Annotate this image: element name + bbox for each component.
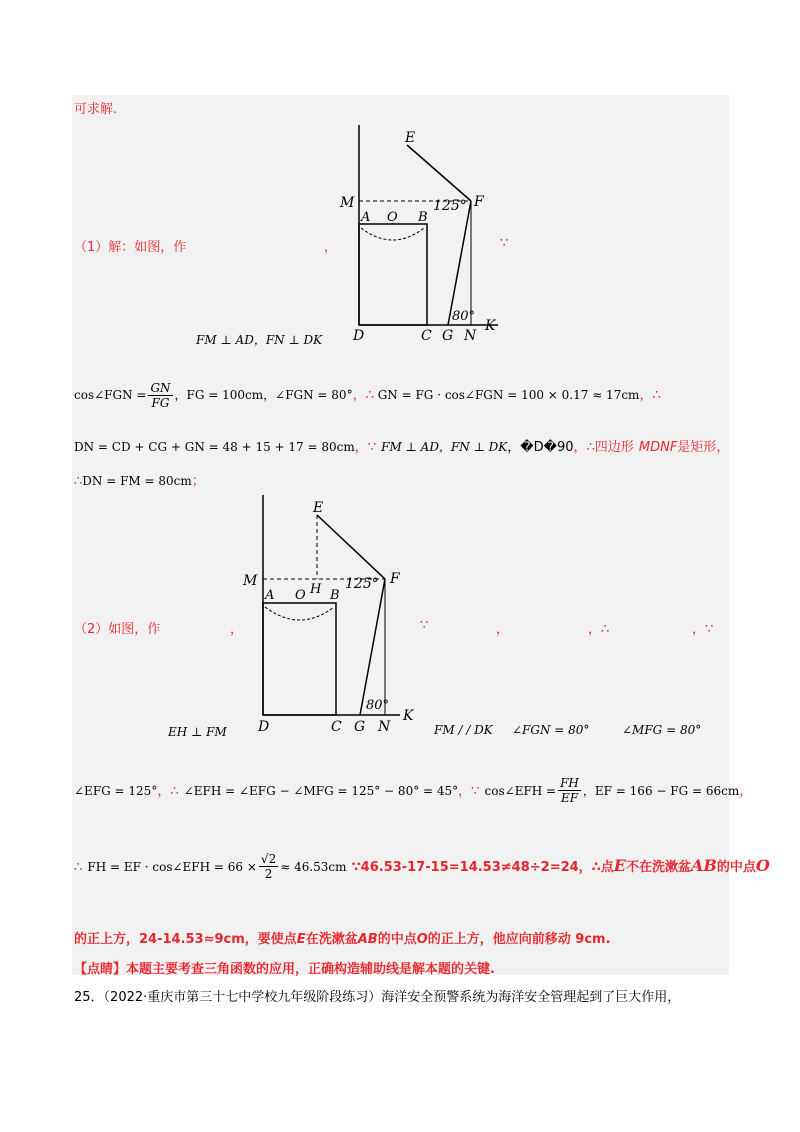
label2-G: G [354, 719, 366, 735]
part2-mfg: ∠MFG = 80° [622, 723, 702, 737]
label2-K: K [403, 708, 414, 724]
label-M: M [340, 195, 355, 211]
label2-E: E [313, 500, 324, 516]
angle2-80: 80° [366, 698, 390, 713]
part2-comma2: ， [496, 622, 510, 637]
part2-line3: 的正上方，24-14.53≈9cm，要使点E在洗漱盆AB的中点O的正上方，他应向前移动 9cm. [74, 932, 611, 947]
part2-line1: ∠EFG = 125°，∴ ∠EFH = ∠EFG − ∠MFG = 125° − 80° = 45°，∵ cos∠EFH = $\frac{FH}{EF}$ ，EF = 166 − FG = 66cm， [74, 776, 753, 805]
part2-fm-dk: FM / / DK [434, 723, 493, 737]
part2-because1: ∵ [420, 618, 429, 633]
part1-line3: ∴DN = FM = 80cm； [74, 474, 205, 489]
label2-M: M [243, 573, 258, 589]
label-O: O [387, 210, 398, 225]
diagram-part1 [330, 120, 510, 350]
label2-H: H [310, 582, 322, 597]
part2-label: （2）如图，作 [74, 622, 161, 637]
label2-D: D [258, 719, 270, 735]
label-N: N [464, 328, 477, 344]
label-G: G [442, 328, 454, 344]
angle2-125: 125° [345, 576, 379, 592]
label2-F: F [390, 571, 400, 587]
next-question: 25．（2022·重庆市第三十七中学校九年级阶段练习）海洋安全预警系统为海洋安全管理起到了巨大作用， [74, 990, 681, 1005]
label-B: B [418, 210, 428, 225]
part1-line2: DN = CD + CG + GN = 48 + 15 + 17 = 80cm，∵ FM ⊥ AD，FN ⊥ DK，�D�90，∴四边形 MDNF是矩形， [74, 440, 730, 455]
label-D: D [353, 328, 365, 344]
label2-O: O [295, 588, 306, 603]
label2-C: C [331, 719, 342, 735]
angle-80: 80° [452, 309, 476, 324]
label-K: K [485, 318, 496, 334]
label2-A: A [265, 588, 275, 603]
intro-text: 可求解. [74, 102, 118, 117]
label-F: F [474, 194, 484, 210]
part1-because: ∵ [500, 236, 509, 251]
part2-comma3: ，∵ [692, 622, 714, 637]
part2-fgn: ∠FGN = 80° [512, 723, 590, 737]
label2-B: B [330, 588, 340, 603]
part1-perp: FM ⊥ AD，FN ⊥ DK [196, 333, 323, 347]
part2-line2: ∴ FH = EF · cos∠EFH = 66 × $\frac{√2}{2}$ ≈ 46.53cm ∵46.53-17-15=14.53≠48÷2=24，∴点E不在洗漱盆AB的中点O [74, 852, 770, 881]
label-A: A [361, 210, 371, 225]
part2-comma1: ， [230, 622, 244, 637]
label-C: C [421, 328, 432, 344]
diagram-part2 [240, 495, 430, 740]
part1-line1: cos∠FGN = $\frac{GN}{FG}$ ，FG = 100cm，∠FGN = 80°，∴ GN = FG · cos∠FGN = 100 × 0.17 ≈ 17cm，∴ [74, 381, 661, 410]
label-E: E [405, 130, 416, 146]
part1-label: （1）解：如图，作 [74, 240, 187, 255]
angle-125: 125° [433, 198, 467, 214]
label2-N: N [378, 719, 391, 735]
part2-eh-fm: EH ⊥ FM [168, 725, 227, 739]
comment-text: 【点睛】本题主要考查三角函数的应用，正确构造辅助线是解本题的关键. [74, 962, 495, 977]
part1-comma: ， [324, 240, 338, 255]
part2-therefore: ，∴ [588, 622, 610, 637]
